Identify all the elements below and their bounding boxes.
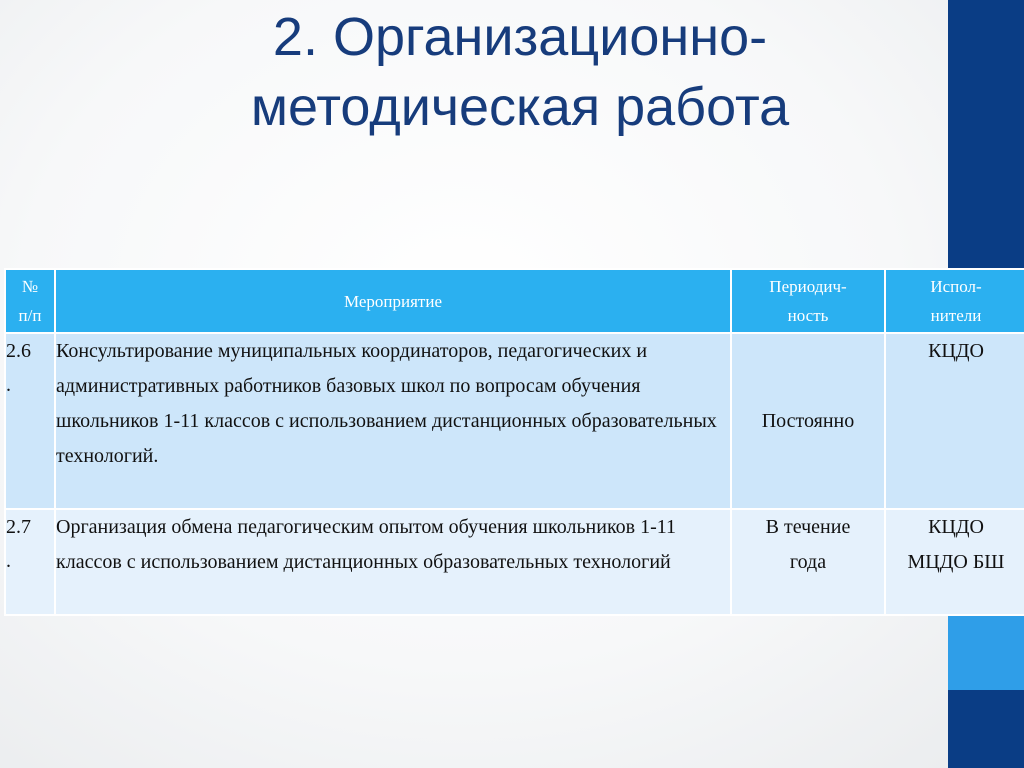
header-num	[5, 269, 55, 333]
slide-title-line-1: 2. Организационно-	[272, 7, 768, 67]
header-executors-line-2: нители	[930, 306, 982, 325]
row-executors-line-1: КЦДО	[928, 516, 984, 538]
slide-title	[120, 2, 920, 142]
header-period-line-1: Периодич-	[769, 277, 847, 296]
table-row	[5, 509, 1024, 615]
row-event-cell: Организация обмена педагогическим опытом обучения школьников 1-11 классов с использованием дистанционных образовательных технологий	[55, 509, 731, 615]
row-executors-cell	[885, 509, 1024, 615]
row-period-cell	[731, 509, 885, 615]
slide-title-line-2: методическая работа	[250, 77, 790, 137]
row-event-cell: Консультирование муниципальных координаторов, педагогических и административных работников базовых школ по вопросам обучения школьников 1-11 классов с использованием дистанционных образовательных технологий.	[55, 333, 731, 509]
table-row	[5, 333, 1024, 509]
header-period-line-2: ность	[787, 306, 829, 325]
row-num-line-1: 2.6	[6, 340, 31, 362]
header-executors	[885, 269, 1024, 333]
row-period-line-2: года	[789, 551, 827, 573]
header-period	[731, 269, 885, 333]
table-header-row	[5, 269, 1024, 333]
row-num-line-2: .	[6, 374, 11, 396]
row-num-cell	[5, 509, 55, 615]
row-period-line-1: В течение	[765, 516, 851, 538]
header-num-line-1: №	[21, 277, 39, 296]
row-executors-cell	[885, 333, 1024, 509]
row-executors-line-1: КЦДО	[928, 340, 984, 362]
header-event: Мероприятие	[55, 269, 731, 333]
decorative-side-bar-accent	[948, 614, 1024, 690]
header-executors-line-1: Испол-	[930, 277, 982, 296]
row-num-line-1: 2.7	[6, 516, 31, 538]
row-num-line-2: .	[6, 550, 11, 572]
agenda-table	[4, 268, 1024, 616]
row-executors-line-2: МЦДО БШ	[907, 551, 1005, 573]
header-num-line-2: п/п	[18, 306, 42, 325]
row-num-cell	[5, 333, 55, 509]
row-period-cell	[731, 333, 885, 509]
row-period-line-1: Постоянно	[761, 409, 855, 432]
decorative-side-bar-bottom	[948, 690, 1024, 768]
